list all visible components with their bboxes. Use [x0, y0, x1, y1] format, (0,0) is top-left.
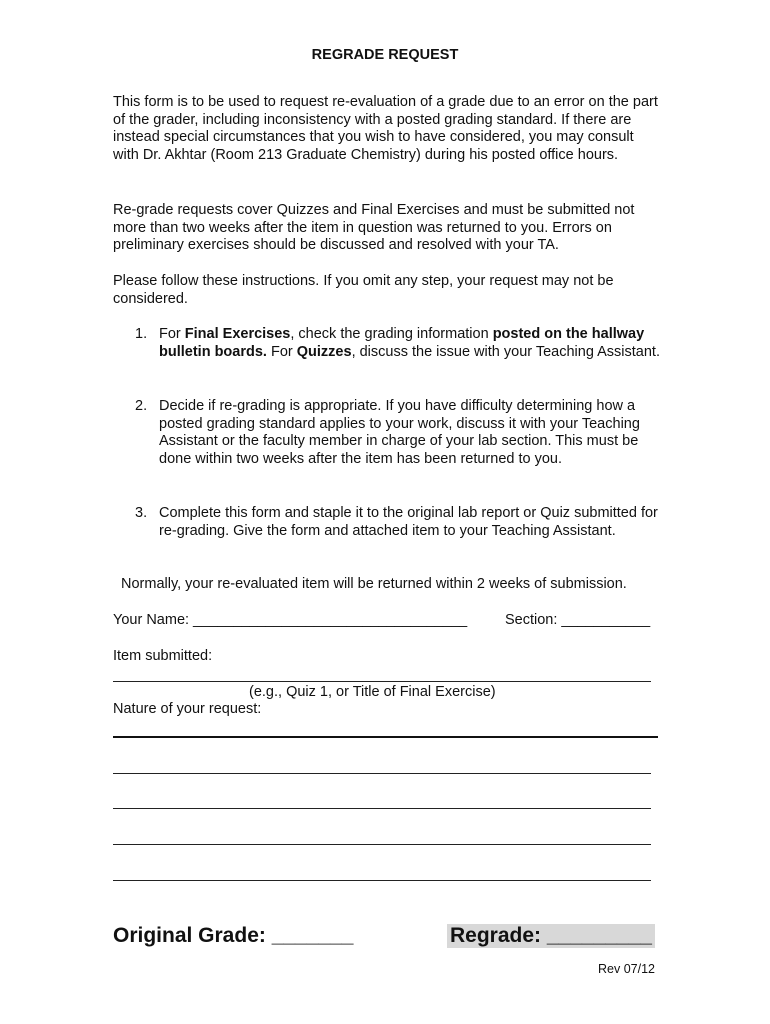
request-line[interactable]: [113, 844, 651, 845]
nature-label: Nature of your request:: [113, 701, 262, 717]
revision-label: Rev 07/12: [598, 962, 655, 976]
page-title: REGRADE REQUEST: [311, 47, 459, 63]
step-1-bold: posted on the hallway bulletin boards.: [159, 326, 645, 360]
step-1-number: 1.: [135, 326, 148, 342]
name-field[interactable]: Your Name: __________________________________: [113, 612, 468, 628]
request-line[interactable]: [113, 880, 651, 881]
step-3-number: 3.: [135, 505, 148, 521]
original-grade-field[interactable]: Original Grade: _______: [113, 924, 354, 947]
step-1-part: For: [266, 343, 297, 360]
step-1-bold: Final Exercises: [184, 326, 291, 342]
regrade-field[interactable]: Regrade: _________: [447, 924, 655, 948]
item-hint: (e.g., Quiz 1, or Title of Final Exercise): [249, 684, 496, 700]
request-line[interactable]: [113, 736, 658, 738]
step-1-part: For: [159, 326, 185, 342]
item-submitted-label: Item submitted:: [113, 648, 213, 664]
step-1-bold: Quizzes: [296, 343, 352, 360]
step-2-text: Decide if re-grading is appropriate. If you have difficulty determining how a posted grading standard applies to your work, discuss it with your Teaching Assistant or the faculty member in charge of your lab section. This must be done within two weeks after the item has been returned to you.: [159, 398, 640, 467]
step-3-text: Complete this form and staple it to the original lab report or Quiz submitted for re-grading. Give the form and attached item to your Teaching Assistant.: [159, 505, 658, 539]
section-field[interactable]: Section: ___________: [505, 612, 651, 628]
instructions-intro: Please follow these instructions. If you omit any step, your request may not be considered.: [113, 273, 614, 307]
coverage-paragraph: Re-grade requests cover Quizzes and Final Exercises and must be submitted not more than two weeks after the item in question was returned to you. Errors on preliminary exercises should be discussed and resolved with your TA.: [113, 202, 635, 254]
step-1-part: , discuss the issue with your Teaching Assistant.: [351, 343, 660, 360]
step-2-number: 2.: [135, 398, 148, 414]
step-1-text: [159, 326, 664, 361]
return-note: Normally, your re-evaluated item will be returned within 2 weeks of submission.: [121, 576, 627, 592]
step-1-part: , check the grading information: [290, 326, 493, 342]
item-submitted-line[interactable]: [113, 681, 651, 682]
intro-paragraph: This form is to be used to request re-evaluation of a grade due to an error on the part of the grader, including inconsistency with a posted grading standard. If there are instead special circumstances that you wish to have considered, you may consult with Dr. Akhtar (Room 213 Graduate Chemistry) during his posted office hours.: [113, 94, 658, 163]
request-line[interactable]: [113, 808, 651, 809]
request-line[interactable]: [113, 773, 651, 774]
